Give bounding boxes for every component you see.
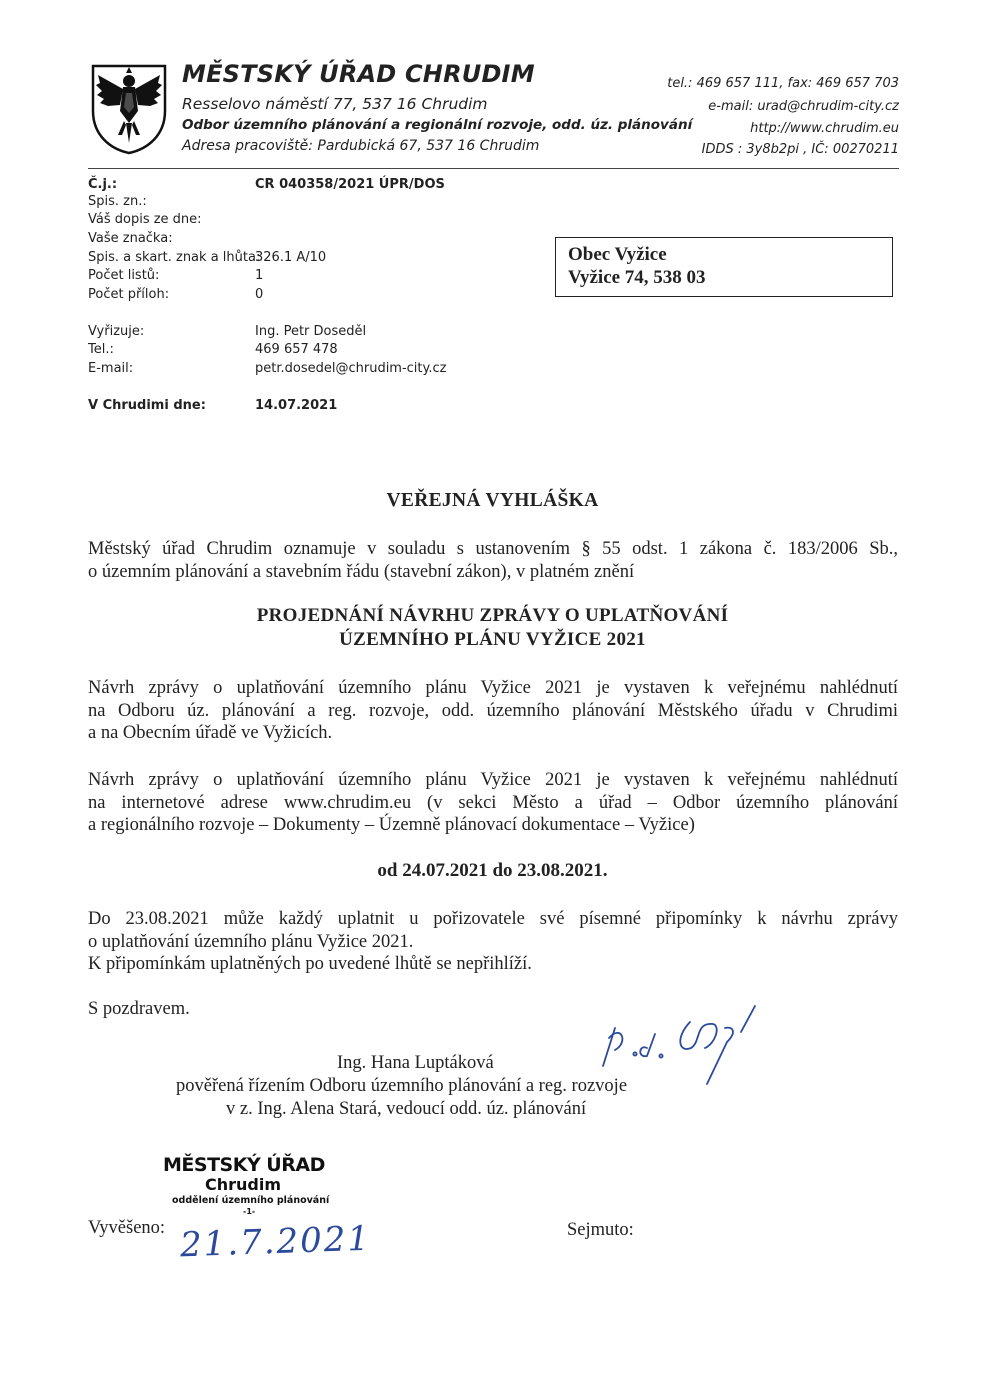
- org-ids: IDDS : 3y8b2pi , IČ: 00270211: [701, 142, 899, 157]
- cj-label: Č.j.:: [88, 177, 118, 192]
- recipient-name: Obec Vyžice: [568, 244, 667, 265]
- org-name: MĚSTSKÝ ÚŘAD CHRUDIM: [182, 60, 535, 88]
- tel-value: 469 657 478: [255, 342, 338, 357]
- p3-line-2: o uplatňování územního plánu Vyžice 2021.: [88, 931, 414, 952]
- p3-line-3: K připomínkám uplatněných po uvedené lhůtě se nepřihlíží.: [88, 954, 532, 974]
- signatory-name: Ing. Hana Luptáková: [337, 1053, 494, 1073]
- priloh-label: Počet příloh:: [88, 287, 170, 302]
- p2-line-2: na internetové adrese www.chrudim.eu (v sekci Město a úřad – Odbor územního plánování: [88, 792, 898, 813]
- signatory-behalf: v z. Ing. Alena Stará, vedoucí odd. úz. plánování: [226, 1099, 587, 1119]
- paragraph-3: [88, 908, 898, 976]
- intro-paragraph: [88, 538, 898, 583]
- intro-line-2: o územním plánování a stavebním řádu (stavební zákon), v platném znění: [88, 561, 635, 582]
- stamp-line-4: -1-: [243, 1207, 256, 1216]
- handwritten-signature: [595, 998, 775, 1093]
- tel-label: Tel.:: [88, 342, 114, 357]
- p1-line-2: na Odboru úz. plánování a reg. rozvoje, odd. územního plánování Městského úřadu v Chrudimi: [88, 700, 898, 721]
- subject-line-1: PROJEDNÁNÍ NÁVRHU ZPRÁVY O UPLATŇOVÁNÍ: [256, 605, 729, 626]
- listu-label: Počet listů:: [88, 268, 160, 283]
- posted-handwritten-date: 21.7.2021: [179, 1218, 372, 1266]
- date-value: 14.07.2021: [255, 398, 338, 413]
- greeting: S pozdravem.: [88, 999, 190, 1019]
- stamp-line-3: oddělení územního plánování: [172, 1195, 330, 1206]
- paragraph-2: [88, 769, 898, 837]
- email-label: E-mail:: [88, 361, 134, 376]
- skart-label: Spis. a skart. znak a lhůta:: [88, 250, 261, 265]
- posting-dates: od 24.07.2021 do 23.08.2021.: [377, 860, 608, 881]
- phone-fax: tel.: 469 657 111, fax: 469 657 703: [667, 76, 899, 91]
- document-title: VEŘEJNÁ VYHLÁŠKA: [386, 490, 599, 511]
- spis-label: Spis. zn.:: [88, 194, 147, 209]
- p2-line-1: Návrh zprávy o uplatňování územního plánu Vyžice 2021 je vystaven k veřejnému nahlédnutí: [88, 770, 898, 790]
- header-divider: [88, 168, 899, 169]
- email-value: petr.dosedel@chrudim-city.cz: [255, 361, 447, 376]
- p3-line-1: Do 23.08.2021 může každý uplatnit u pořizovatele své písemné připomínky k návrhu zprávy: [88, 909, 898, 929]
- department-name: Odbor územního plánování a regionální rozvoje, odd. úz. plánování: [182, 117, 693, 133]
- priloh-value: 0: [255, 287, 264, 302]
- znacka-label: Vaše značka:: [88, 231, 173, 246]
- dopis-label: Váš dopis ze dne:: [88, 212, 202, 227]
- p1-line-1: Návrh zprávy o uplatňování územního plánu Vyžice 2021 je vystaven k veřejnému nahlédnutí: [88, 678, 898, 698]
- skart-value: 326.1 A/10: [255, 250, 327, 265]
- paragraph-1: [88, 677, 898, 745]
- stamp-line-1: MĚSTSKÝ ÚŘAD: [163, 1154, 325, 1176]
- org-address: Resselovo náměstí 77, 537 16 Chrudim: [182, 95, 488, 113]
- intro-line-1: Městský úřad Chrudim oznamuje v souladu s ustanovením § 55 odst. 1 zákona č. 183/2006 Sb.,: [88, 539, 898, 559]
- vyrizuje-label: Vyřizuje:: [88, 324, 145, 339]
- subject-line-2: ÚZEMNÍHO PLÁNU VYŽICE 2021: [339, 629, 646, 650]
- org-website: http://www.chrudim.eu: [750, 121, 899, 136]
- city-crest-logo: [90, 63, 168, 155]
- removed-label: Sejmuto:: [567, 1220, 634, 1240]
- signatory-role: pověřená řízením Odboru územního plánování a reg. rozvoje: [176, 1076, 628, 1096]
- posted-label: Vyvěšeno:: [88, 1218, 166, 1238]
- stamp-line-2: Chrudim: [205, 1175, 282, 1194]
- listu-value: 1: [255, 268, 264, 283]
- p1-line-3: a na Obecním úřadě ve Vyžicích.: [88, 723, 333, 743]
- date-label: V Chrudimi dne:: [88, 398, 206, 413]
- vyrizuje-value: Ing. Petr Doseděl: [255, 324, 367, 339]
- recipient-box: [555, 237, 893, 297]
- workplace-address: Adresa pracoviště: Pardubická 67, 537 16 Chrudim: [182, 138, 540, 154]
- p2-line-3: a regionálního rozvoje – Dokumenty – Územně plánovací dokumentace – Vyžice): [88, 815, 695, 835]
- org-email: e-mail: urad@chrudim-city.cz: [708, 99, 899, 114]
- recipient-address: Vyžice 74, 538 03: [568, 267, 706, 288]
- cj-value: CR 040358/2021 ÚPR/DOS: [255, 177, 445, 192]
